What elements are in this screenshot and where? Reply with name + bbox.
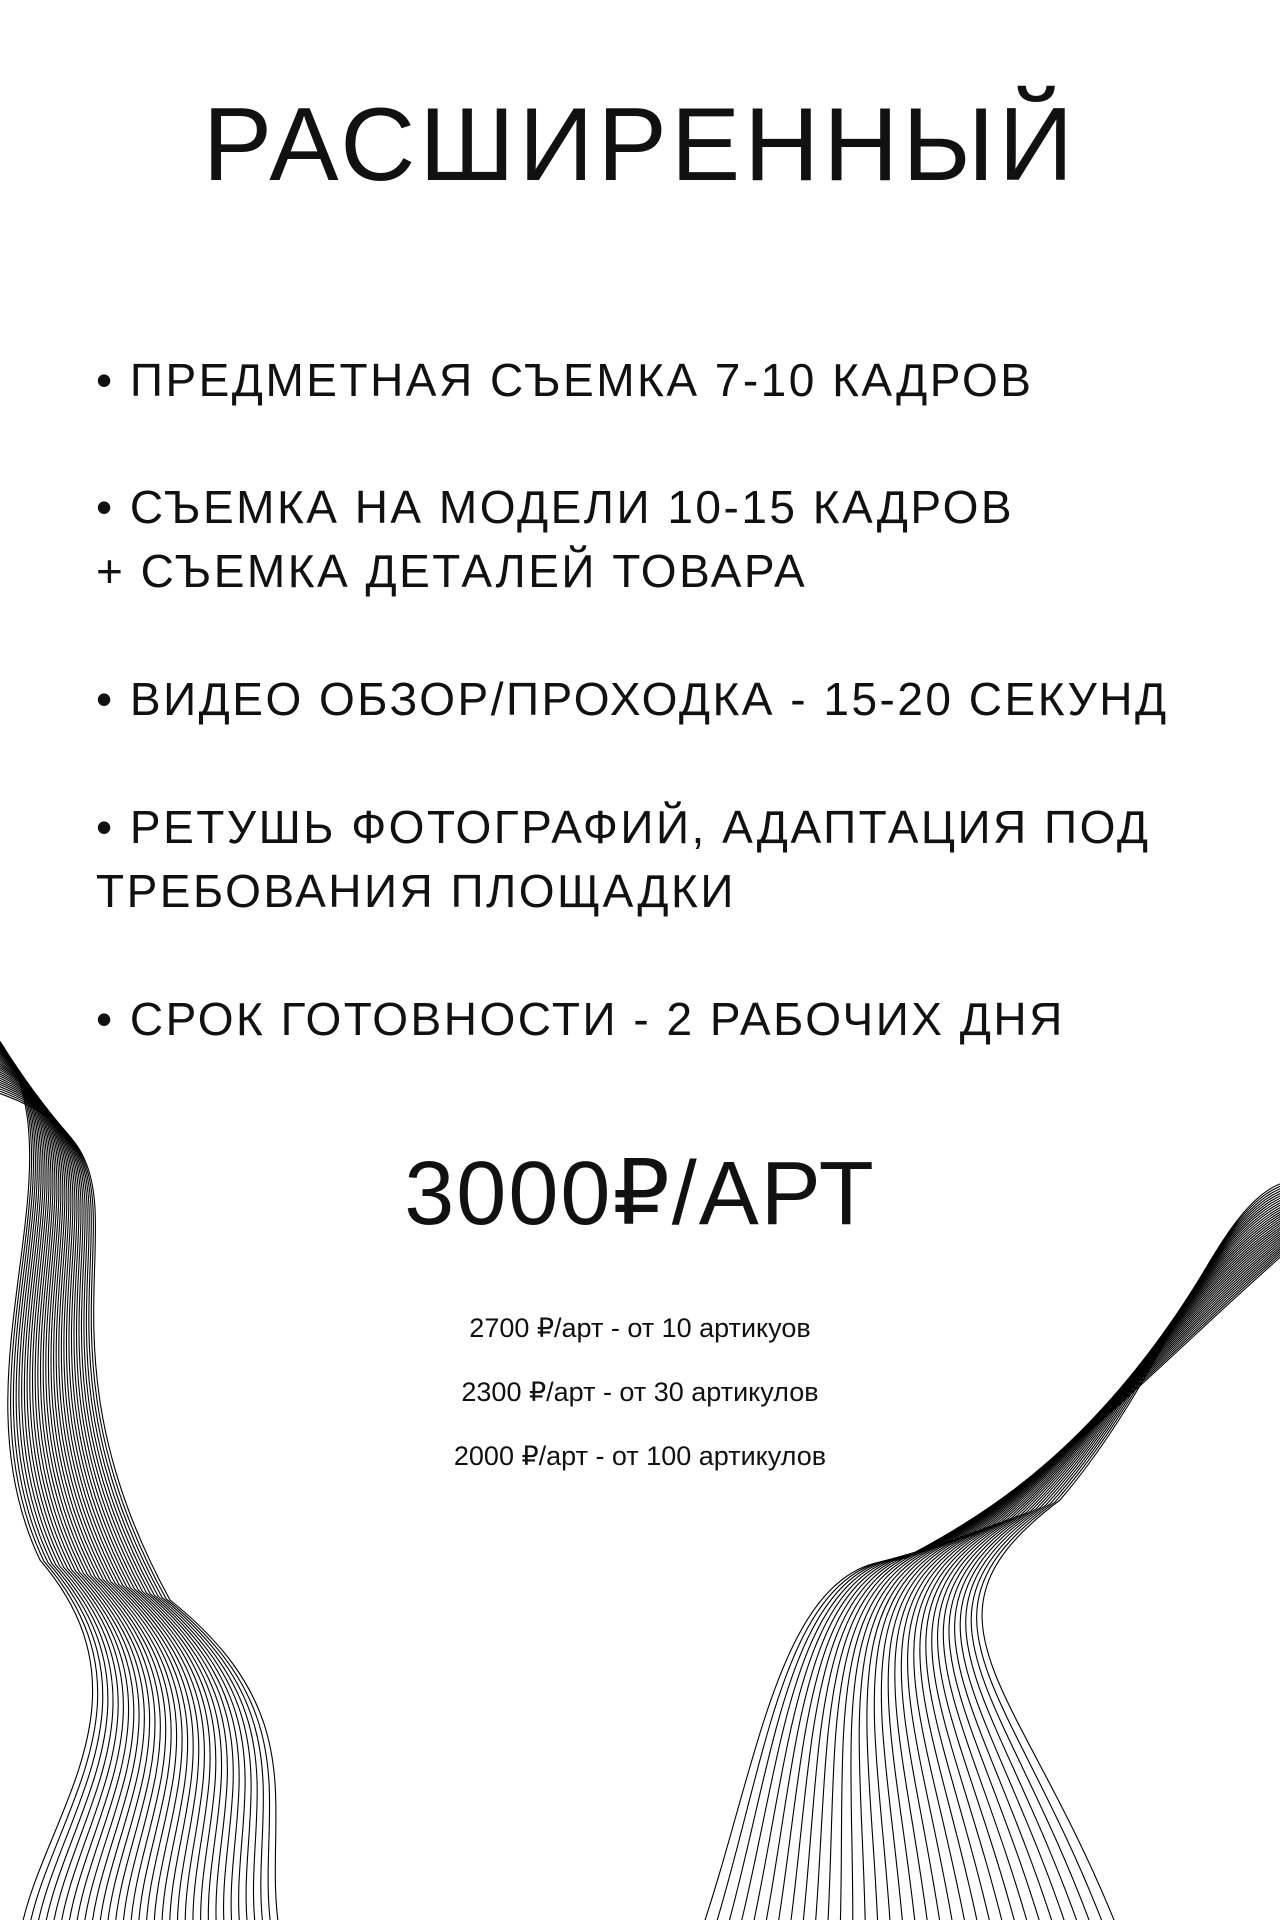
price-tier: 2300 ₽/арт - от 30 артикулов bbox=[461, 1377, 819, 1407]
feature-line: • ПРЕДМЕТНАЯ СЪЕМКА 7-10 КАДРОВ bbox=[96, 354, 1034, 406]
feature-line: + СЪЕМКА ДЕТАЛЕЙ ТОВАРА bbox=[96, 545, 808, 597]
price-tier: 2700 ₽/арт - от 10 артикуов bbox=[469, 1313, 811, 1343]
feature-line: ТРЕБОВАНИЯ ПЛОЩАДКИ bbox=[96, 865, 736, 917]
price-tier-list bbox=[0, 1296, 1280, 1488]
wave-line bbox=[977, 1182, 1280, 1920]
wave-line bbox=[971, 1184, 1280, 1920]
feature-item bbox=[96, 987, 1236, 1051]
feature-line: • СРОК ГОТОВНОСТИ - 2 РАБОЧИХ ДНЯ bbox=[96, 993, 1065, 1045]
plan-title: РАСШИРЕННЫЙ bbox=[202, 87, 1078, 203]
price-tier: 2000 ₽/арт - от 100 артикулов bbox=[453, 1441, 827, 1471]
feature-line: • ВИДЕО ОБЗОР/ПРОХОДКА - 15-20 СЕКУНД bbox=[96, 673, 1169, 725]
main-price: 3000₽/АРТ bbox=[404, 1144, 876, 1244]
feature-item bbox=[96, 348, 1236, 412]
wave-lines-right bbox=[700, 1180, 1280, 1920]
feature-line: • СЪЕМКА НА МОДЕЛИ 10-15 КАДРОВ bbox=[96, 481, 1015, 533]
wave-line bbox=[982, 1180, 1280, 1920]
feature-item bbox=[96, 475, 1236, 603]
feature-item bbox=[96, 667, 1236, 731]
feature-line: • РЕТУШЬ ФОТОГРАФИЙ, АДАПТАЦИЯ ПОД bbox=[96, 801, 1151, 853]
feature-item bbox=[96, 795, 1236, 923]
